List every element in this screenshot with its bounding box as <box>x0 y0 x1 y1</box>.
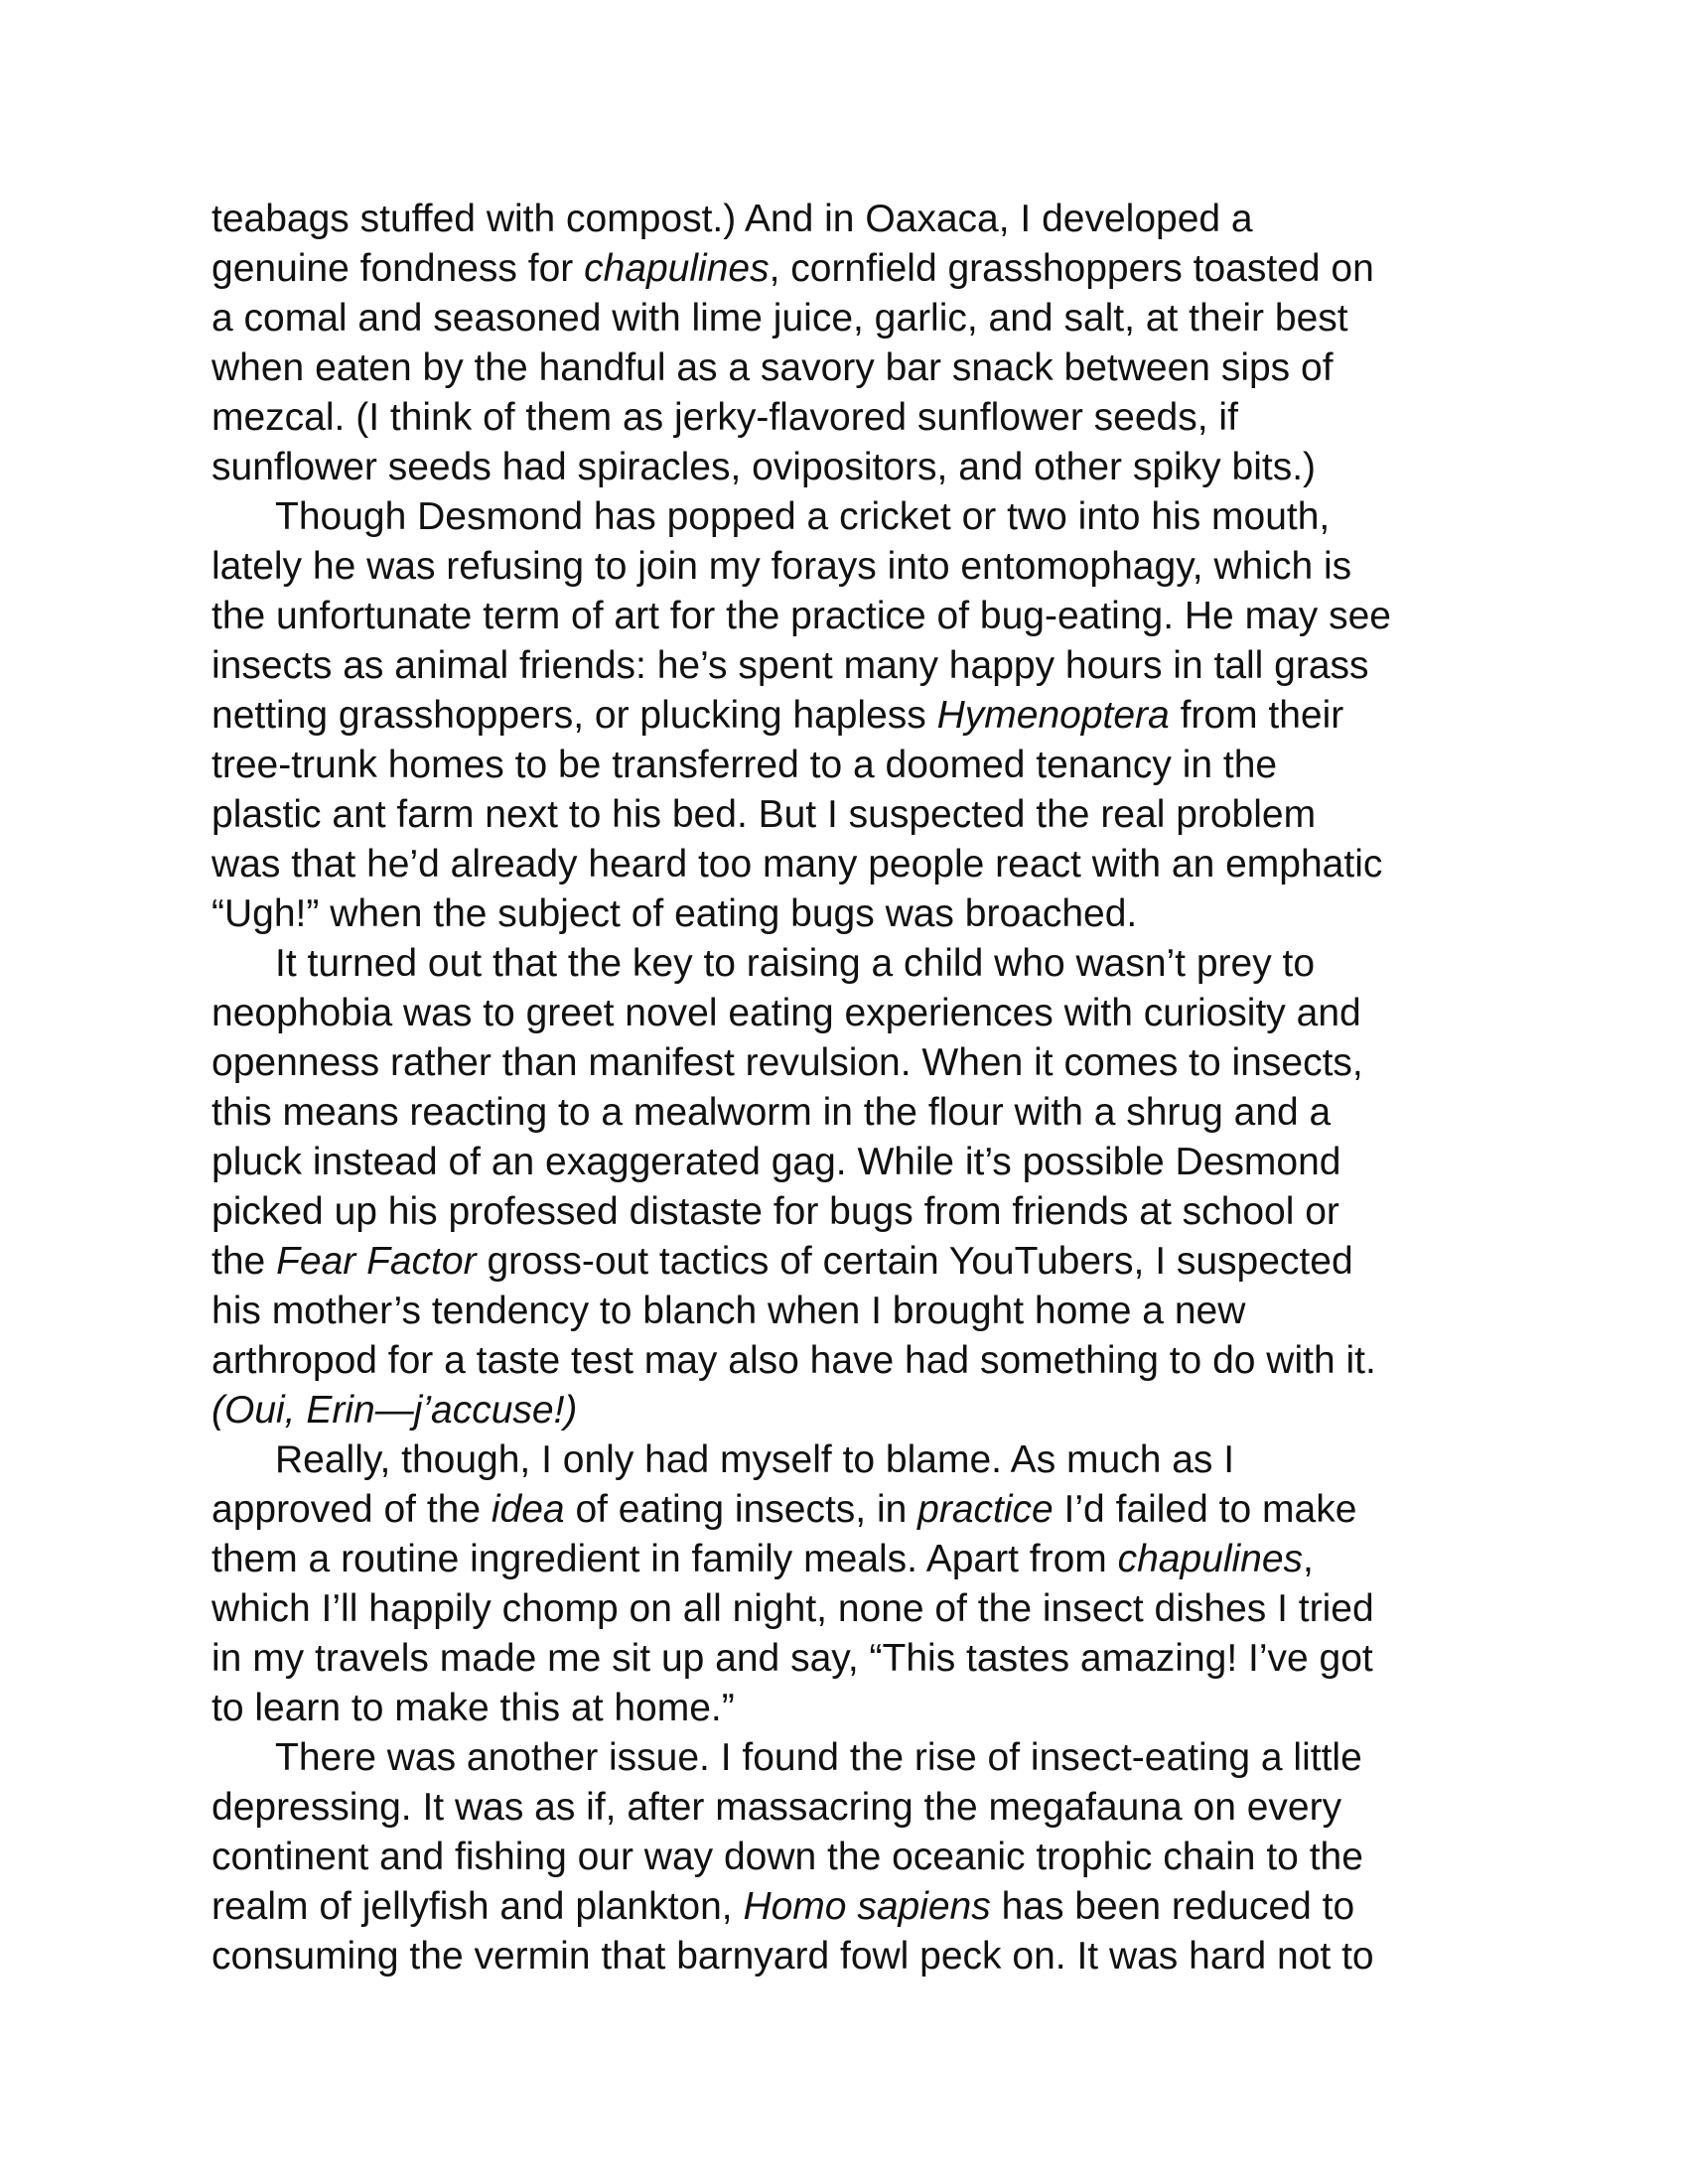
text-run: from their <box>1169 694 1344 737</box>
text-run: approved of the <box>211 1488 492 1531</box>
text-run: , <box>1303 1538 1314 1580</box>
text-line <box>211 244 1502 294</box>
text-run: depressing. It was as if, after massacring the megafauna on every <box>211 1786 1342 1829</box>
text-line <box>211 889 1502 939</box>
text-line <box>211 989 1502 1038</box>
paragraph-first-line <box>211 939 1502 989</box>
text-run: openness rather than manifest revulsion. When it comes to insects, <box>211 1041 1363 1084</box>
text-run: netting grasshoppers, or plucking hapless <box>211 694 937 737</box>
italic-text: Homo sapiens <box>743 1885 991 1928</box>
text-line <box>211 343 1502 393</box>
text-line <box>211 1783 1502 1833</box>
text-run: the unfortunate term of art for the practice of bug-eating. He may see <box>211 595 1391 637</box>
text-run: realm of jellyfish and plankton, <box>211 1885 744 1928</box>
text-line <box>211 1038 1502 1088</box>
text-run: consuming the vermin that barnyard fowl peck on. It was hard not to <box>211 1935 1374 1978</box>
text-line <box>211 592 1502 641</box>
italic-text: chapulines <box>1117 1538 1304 1580</box>
text-run: the <box>211 1240 277 1283</box>
body-text <box>211 195 1502 1981</box>
text-line <box>211 1833 1502 1882</box>
text-line <box>211 1684 1502 1733</box>
text-run: continent and fishing our way down the oceanic trophic chain to the <box>211 1836 1363 1878</box>
text-run: his mother’s tendency to blanch when I brought home a new <box>211 1290 1246 1332</box>
text-run: tree-trunk homes to be transferred to a doomed tenancy in the <box>211 744 1278 786</box>
text-line <box>211 1386 1502 1435</box>
text-run: was that he’d already heard too many people react with an emphatic <box>211 843 1383 886</box>
text-run: genuine fondness for <box>211 247 585 290</box>
paragraph-first-line <box>211 1435 1502 1485</box>
text-line <box>211 393 1502 443</box>
text-run: teabags stuffed with compost.) And in Oaxaca, I developed a <box>211 198 1253 240</box>
paragraph-first-line <box>211 1733 1502 1783</box>
text-run: sunflower seeds had spiracles, ovipositors, and other spiky bits.) <box>211 446 1317 488</box>
text-line <box>211 1138 1502 1187</box>
text-line <box>211 1336 1502 1386</box>
text-run: lately he was refusing to join my forays into entomophagy, which is <box>211 545 1352 588</box>
text-line <box>211 542 1502 592</box>
text-run: gross-out tactics of certain YouTubers, I suspected <box>476 1240 1353 1283</box>
text-run: mezcal. (I think of them as jerky-flavored sunflower seeds, if <box>211 396 1238 439</box>
text-run: in my travels made me sit up and say, “This tastes amazing! I’ve got <box>211 1637 1373 1680</box>
text-line <box>211 195 1502 244</box>
text-line <box>211 1932 1502 1981</box>
text-run: neophobia was to greet novel eating experiences with curiosity and <box>211 992 1361 1034</box>
text-run: picked up his professed distaste for bugs from friends at school or <box>211 1190 1339 1233</box>
text-run: arthropod for a taste test may also have had something to do with it. <box>211 1339 1376 1382</box>
text-line <box>211 1882 1502 1932</box>
text-line <box>211 1584 1502 1634</box>
text-line <box>211 1485 1502 1535</box>
text-run: a comal and seasoned with lime juice, garlic, and salt, at their best <box>211 297 1348 340</box>
text-line <box>211 443 1502 492</box>
text-line <box>211 840 1502 889</box>
text-line <box>211 641 1502 691</box>
italic-text: chapulines <box>584 247 770 290</box>
text-run: when eaten by the handful as a savory bar snack between sips of <box>211 346 1334 389</box>
text-line <box>211 1634 1502 1684</box>
italic-text: Hymenoptera <box>936 694 1170 737</box>
text-run: , cornfield grasshoppers toasted on <box>769 247 1374 290</box>
text-run: plastic ant farm next to his bed. But I suspected the real problem <box>211 793 1317 836</box>
paragraph-first-line <box>211 492 1502 542</box>
text-line <box>211 691 1502 741</box>
text-run: Though Desmond has popped a cricket or two into his mouth, <box>275 495 1331 538</box>
text-run: insects as animal friends: he’s spent many happy hours in tall grass <box>211 644 1369 687</box>
text-run: There was another issue. I found the rise of insect-eating a little <box>275 1736 1362 1779</box>
text-run: pluck instead of an exaggerated gag. While it’s possible Desmond <box>211 1141 1341 1183</box>
italic-text: (Oui, Erin—j’accuse!) <box>211 1389 578 1432</box>
text-run: Really, though, I only had myself to blame. As much as I <box>275 1438 1235 1481</box>
text-line <box>211 1237 1502 1287</box>
italic-text: practice <box>917 1488 1054 1531</box>
text-line <box>211 741 1502 790</box>
text-run: has been reduced to <box>990 1885 1355 1928</box>
text-run: I’d failed to make <box>1053 1488 1357 1531</box>
text-line <box>211 790 1502 840</box>
text-line <box>211 1287 1502 1336</box>
text-run: to learn to make this at home.” <box>211 1687 735 1729</box>
text-run: It turned out that the key to raising a child who wasn’t prey to <box>275 942 1316 985</box>
text-line <box>211 1088 1502 1138</box>
text-line <box>211 1535 1502 1584</box>
italic-text: idea <box>491 1488 565 1531</box>
text-line <box>211 1187 1502 1237</box>
text-line <box>211 294 1502 343</box>
text-run: of eating insects, in <box>564 1488 918 1531</box>
text-run: which I’ll happily chomp on all night, none of the insect dishes I tried <box>211 1587 1374 1630</box>
italic-text: Fear Factor <box>276 1240 477 1283</box>
text-run: them a routine ingredient in family meals. Apart from <box>211 1538 1118 1580</box>
text-run: “Ugh!” when the subject of eating bugs was broached. <box>211 892 1138 935</box>
text-run: this means reacting to a mealworm in the flour with a shrug and a <box>211 1091 1332 1134</box>
